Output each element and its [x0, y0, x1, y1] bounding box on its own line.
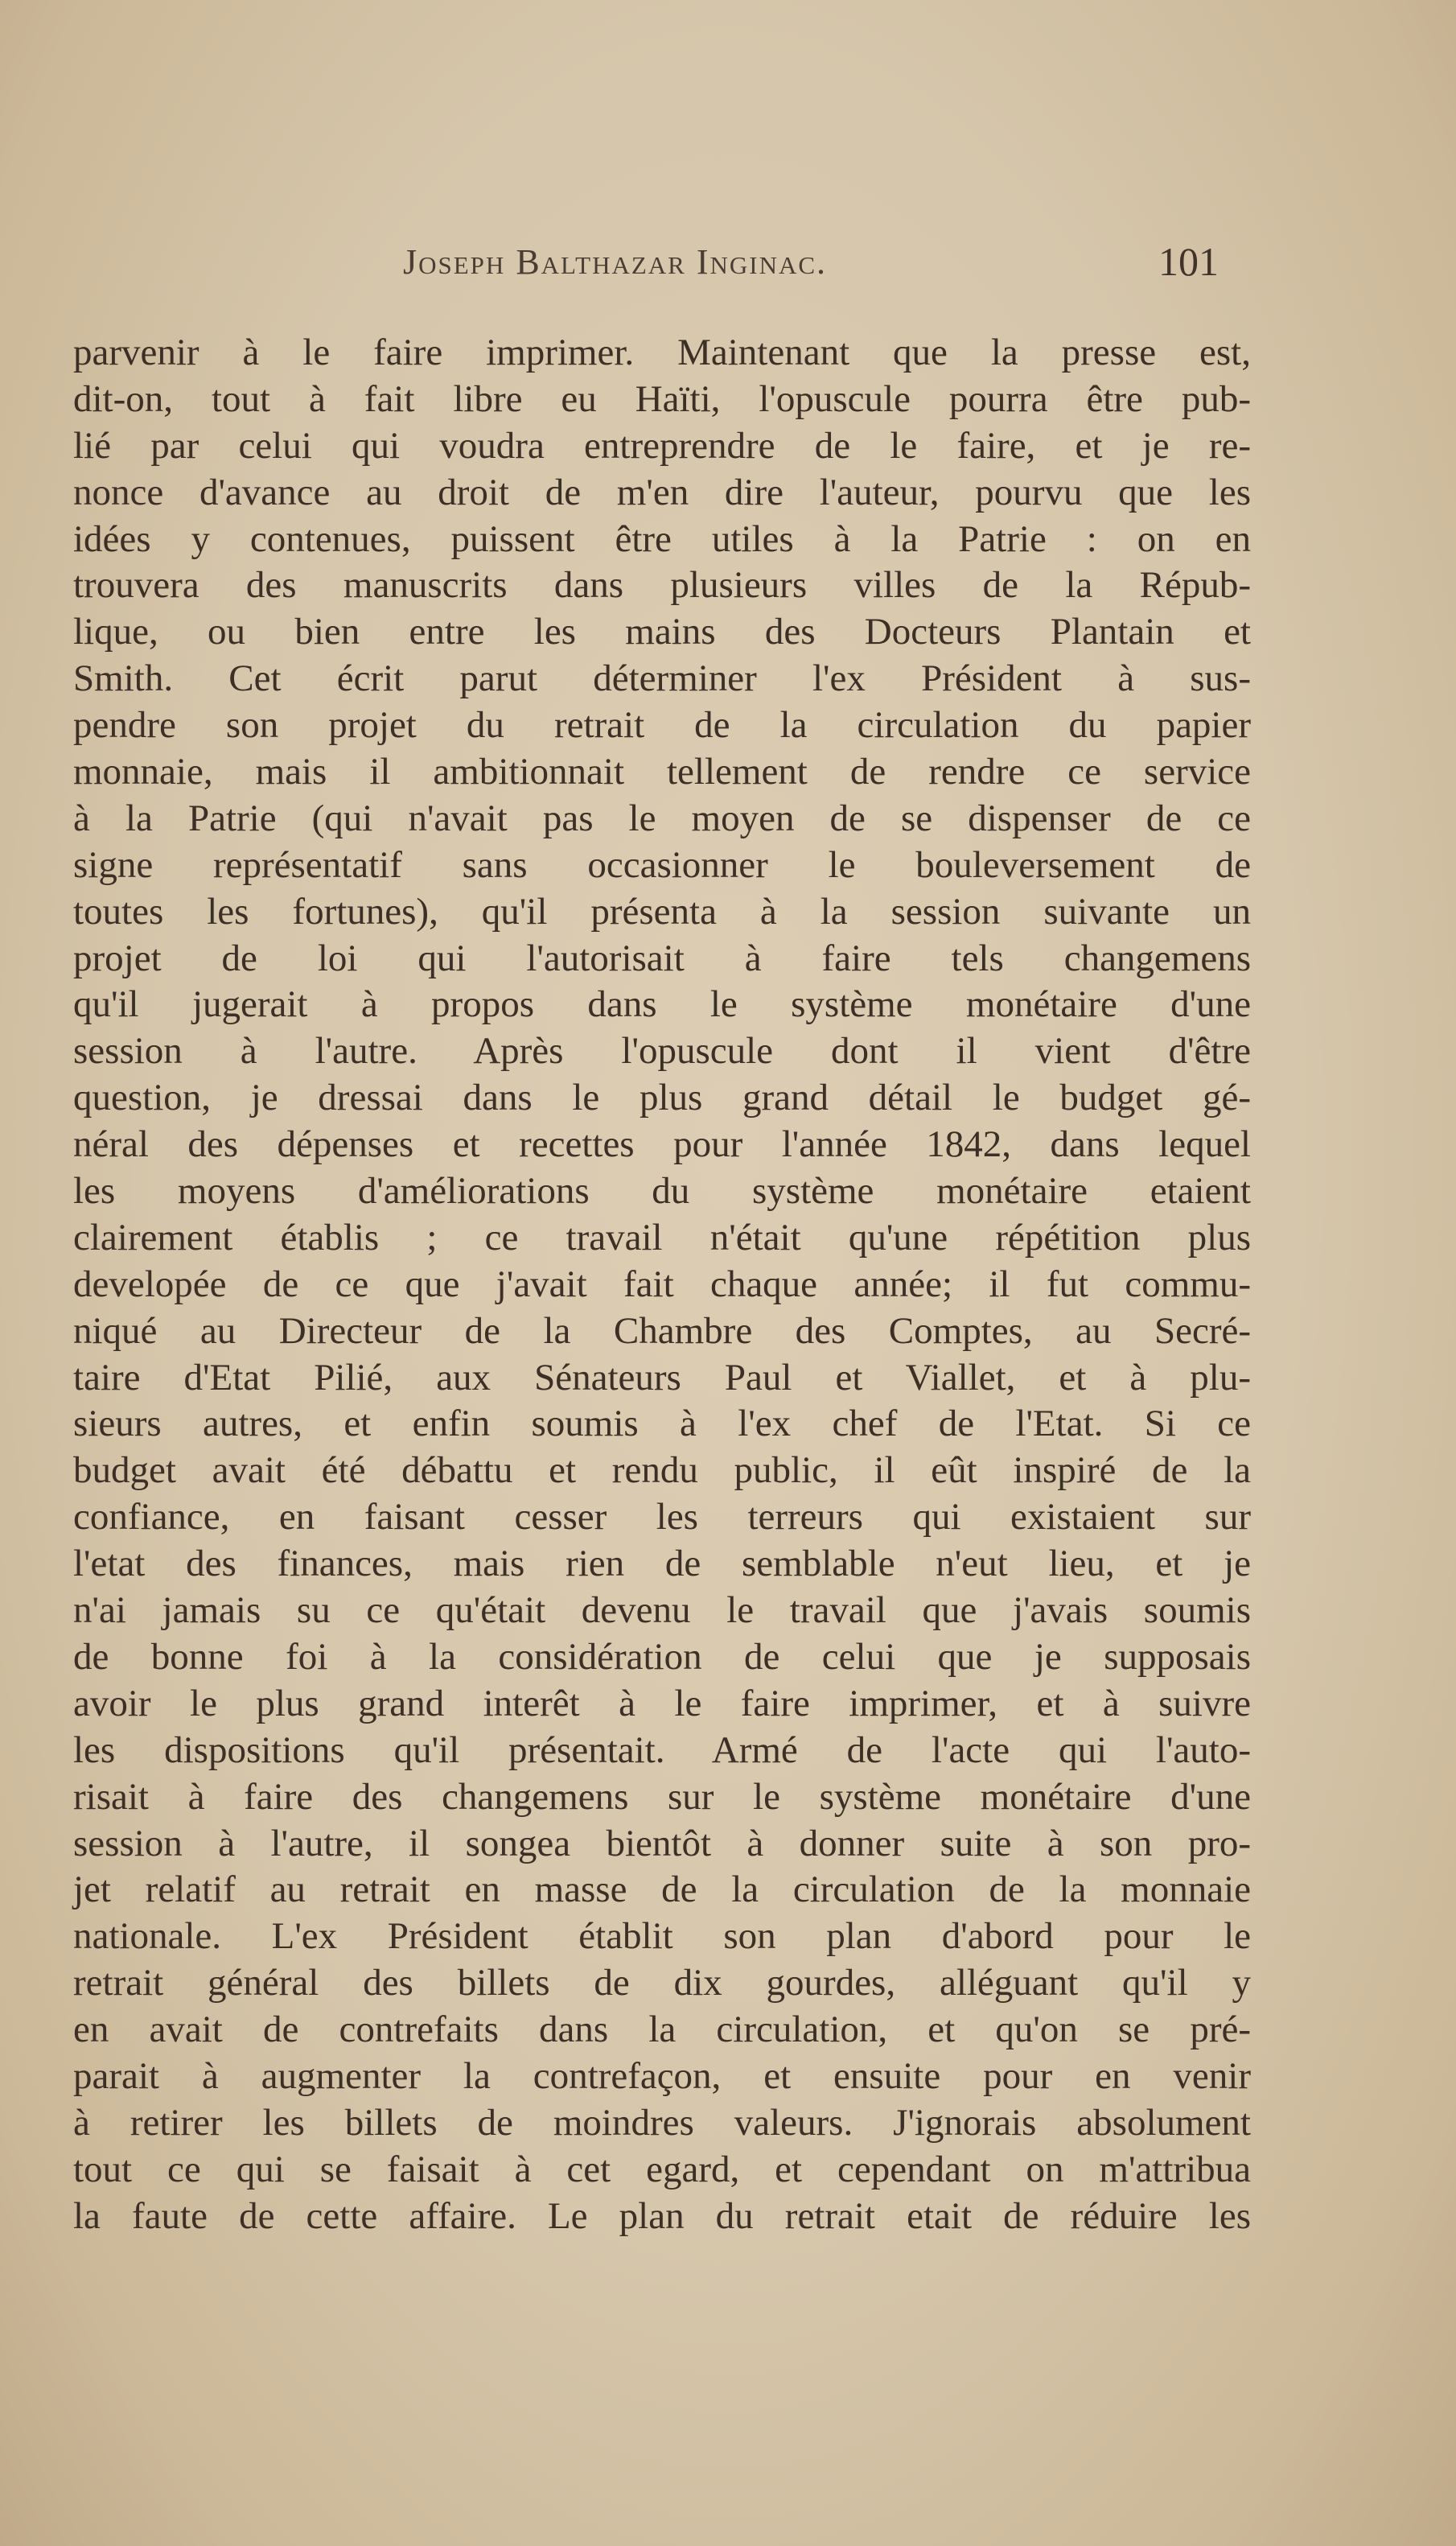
text-line: monnaie, mais il ambitionnait tellement de rendre ce service: [73, 751, 1251, 793]
text-line: session à l'autre. Après l'opuscule dont il vient d'être: [73, 1030, 1251, 1073]
text-line: trouvera des manuscrits dans plusieurs villes de la Répub-: [73, 564, 1251, 607]
text-line: developée de ce que j'avait fait chaque année; il fut commu-: [73, 1263, 1251, 1305]
page-number: 101: [1158, 239, 1219, 284]
text-line: les dispositions qu'il présentait. Armé de l'acte qui l'auto-: [73, 1728, 1251, 1771]
text-line: confiance, en faisant cesser les terreurs qui existaient sur: [73, 1496, 1251, 1539]
text-line: nonce d'avance au droit de m'en dire l'auteur, pourvu que les: [73, 471, 1251, 513]
text-line: dit-on, tout à fait libre eu Haïti, l'opuscule pourra être pub-: [73, 377, 1251, 420]
text-line: projet de loi qui l'autorisait à faire tels changemens: [73, 937, 1251, 979]
text-line: n'ai jamais su ce qu'était devenu le travail que j'avais soumis: [73, 1589, 1251, 1632]
text-line: jet relatif au retrait en masse de la circulation de la monnaie: [73, 1868, 1251, 1911]
text-line: toutes les fortunes), qu'il présenta à la session suivante un: [73, 890, 1251, 933]
text-line: session à l'autre, il songea bientôt à donner suite à son pro-: [73, 1822, 1251, 1864]
text-line: Smith. Cet écrit parut déterminer l'ex Président à sus-: [73, 657, 1251, 700]
text-line: pendre son projet du retrait de la circulation du papier: [73, 704, 1251, 747]
text-line: nationale. L'ex Président établit son plan d'abord pour le: [73, 1915, 1251, 1958]
text-line: en avait de contrefaits dans la circulation, et qu'on se pré-: [73, 2008, 1251, 2051]
text-line: retrait général des billets de dix gourdes, alléguant qu'il y: [73, 1962, 1251, 2004]
text-line: l'etat des finances, mais rien de semblable n'eut lieu, et je: [73, 1543, 1251, 1585]
running-title: Joseph Balthazar Inginac.: [403, 242, 828, 282]
text-line: parvenir à le faire imprimer. Maintenant que la presse est,: [73, 332, 1251, 373]
text-line: néral des dépenses et recettes pour l'année 1842, dans lequel: [73, 1123, 1251, 1166]
text-line: idées y contenues, puissent être utiles à la Patrie : on en: [73, 517, 1251, 560]
text-line: lique, ou bien entre les mains des Docteurs Plantain et: [73, 611, 1251, 653]
text-line: question, je dressai dans le plus grand détail le budget gé-: [73, 1077, 1251, 1119]
text-line: les moyens d'améliorations du système monétaire etaient: [73, 1170, 1251, 1213]
text-line: parait à augmenter la contrefaçon, et ensuite pour en venir: [73, 2054, 1251, 2097]
body-text: [73, 330, 1251, 2240]
running-header: [73, 241, 1251, 290]
text-line: clairement établis ; ce travail n'était qu'une répétition plus: [73, 1216, 1251, 1259]
text-line: risait à faire des changemens sur le système monétaire d'une: [73, 1775, 1251, 1818]
text-line: tout ce qui se faisait à cet egard, et cependant on m'attribua: [73, 2148, 1251, 2190]
text-line: à la Patrie (qui n'avait pas le moyen de se dispenser de ce: [73, 797, 1251, 839]
text-line: la faute de cette affaire. Le plan du retrait etait de réduire les: [73, 2194, 1251, 2237]
text-line: à retirer les billets de moindres valeurs. J'ignorais absolument: [73, 2101, 1251, 2144]
text-line: qu'il jugerait à propos dans le système monétaire d'une: [73, 983, 1251, 1026]
text-line: de bonne foi à la considération de celui que je supposais: [73, 1635, 1251, 1678]
text-line: taire d'Etat Pilié, aux Sénateurs Paul et Viallet, et à plu-: [73, 1356, 1251, 1399]
text-line: sieurs autres, et enfin soumis à l'ex chef de l'Etat. Si ce: [73, 1403, 1251, 1445]
text-line: signe représentatif sans occasionner le bouleversement de: [73, 843, 1251, 886]
text-line: budget avait été débattu et rendu public, il eût inspiré de la: [73, 1449, 1251, 1492]
text-line: avoir le plus grand interêt à le faire imprimer, et à suivre: [73, 1682, 1251, 1724]
text-line: lié par celui qui voudra entreprendre de le faire, et je re-: [73, 424, 1251, 467]
text-line: niqué au Directeur de la Chambre des Comptes, au Secré-: [73, 1309, 1251, 1352]
